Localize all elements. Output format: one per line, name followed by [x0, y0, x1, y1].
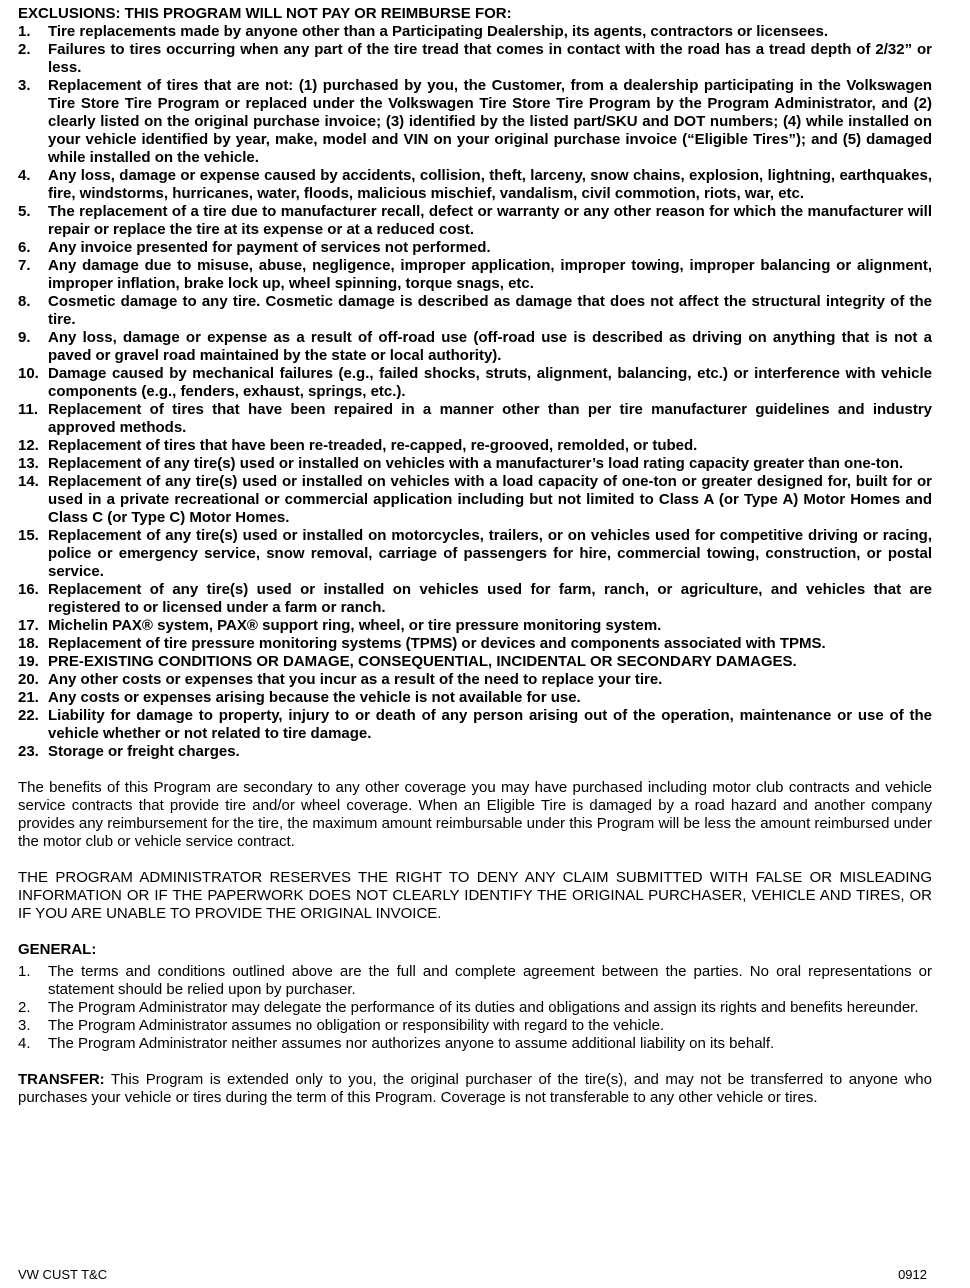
- exclusion-item-text: Tire replacements made by anyone other than a Participating Dealership, its agents, contractors or licensees.: [48, 23, 828, 40]
- exclusions-list: [18, 23, 932, 761]
- spacer: [18, 1053, 932, 1071]
- exclusion-item-text: Replacement of any tire(s) used or installed on vehicles with a manufacturer’s load rating capacity greater than one-ton.: [48, 455, 904, 472]
- exclusion-item-number: 11.: [18, 401, 39, 418]
- exclusion-item: [18, 167, 932, 203]
- exclusion-item-text: Any invoice presented for payment of services not performed.: [48, 239, 491, 256]
- exclusion-item: [18, 437, 932, 455]
- benefits-paragraph: The benefits of this Program are secondary to any other coverage you may have purchased including motor club contracts and vehicle service contracts that provide tire and/or wheel coverage. When an Eligible Tire is damaged by a road hazard and another company provides any reimbursement for the tire, the maximum amount reimbursable under this Program will be less the amount reimbursed under the motor club or vehicle service contract.: [18, 779, 932, 850]
- exclusion-item-text: Any loss, damage or expense caused by accidents, collision, theft, larceny, snow chains, explosion, lightning, earthquakes, fire, windstorms, hurricanes, water, floods, malicious mischief, vandalism, civil commotion, riots, war, etc.: [48, 167, 932, 202]
- exclusion-item-number: 3.: [18, 77, 31, 94]
- exclusion-item: [18, 23, 932, 41]
- exclusion-item-number: 7.: [18, 257, 31, 274]
- exclusion-item-text: Any damage due to misuse, abuse, negligence, improper application, improper towing, improper balancing or alignment, improper inflation, brake lock up, wheel spinning, torque snags, etc.: [48, 257, 932, 292]
- general-item-number: 1.: [18, 963, 31, 980]
- exclusion-item: [18, 77, 932, 167]
- general-item: [18, 1035, 932, 1053]
- general-item-text: The terms and conditions outlined above are the full and complete agreement between the parties. No oral representations or statement should be relied upon by purchaser.: [48, 963, 932, 998]
- exclusion-item-text: Replacement of any tire(s) used or installed on motorcycles, trailers, or on vehicles used for competitive driving or racing, police or emergency service, snow removal, carriage of passengers for hire, commercial towing, construction, or postal service.: [48, 527, 932, 580]
- exclusion-item-number: 13.: [18, 455, 39, 472]
- exclusion-item: [18, 527, 932, 581]
- transfer-paragraph: [18, 1071, 932, 1107]
- exclusion-item-number: 19.: [18, 653, 39, 670]
- exclusion-item-number: 17.: [18, 617, 39, 634]
- exclusion-item: [18, 41, 932, 77]
- general-item: [18, 1017, 932, 1035]
- exclusion-item-number: 4.: [18, 167, 31, 184]
- exclusion-item: [18, 239, 932, 257]
- exclusion-item-number: 2.: [18, 41, 31, 58]
- exclusion-item: [18, 671, 932, 689]
- document-page: [18, 5, 932, 1107]
- general-item-number: 4.: [18, 1035, 31, 1052]
- exclusion-item: [18, 635, 932, 653]
- general-heading: GENERAL:: [18, 941, 97, 958]
- exclusion-item-text: Replacement of tire pressure monitoring systems (TPMS) or devices and components associated with TPMS.: [48, 635, 826, 652]
- exclusion-item: [18, 401, 932, 437]
- exclusion-item-text: Replacement of tires that have been repaired in a manner other than per tire manufacturer guidelines and industry approved methods.: [48, 401, 932, 436]
- exclusions-heading: EXCLUSIONS: THIS PROGRAM WILL NOT PAY OR REIMBURSE FOR:: [18, 5, 512, 22]
- exclusion-item: [18, 743, 932, 761]
- exclusion-item: [18, 473, 932, 527]
- general-item-number: 2.: [18, 999, 31, 1016]
- exclusion-item: [18, 293, 932, 329]
- transfer-label: TRANSFER:: [18, 1071, 105, 1088]
- exclusion-item-number: 8.: [18, 293, 31, 310]
- exclusion-item-number: 14.: [18, 473, 39, 490]
- exclusion-item: [18, 581, 932, 617]
- footer-revision: 0912: [898, 1267, 927, 1282]
- spacer: [18, 761, 932, 779]
- exclusion-item-number: 21.: [18, 689, 39, 706]
- exclusion-item-text: Any costs or expenses arising because the vehicle is not available for use.: [48, 689, 581, 706]
- general-item-text: The Program Administrator assumes no obligation or responsibility with regard to the vehicle.: [48, 1017, 665, 1034]
- exclusion-item-text: Any other costs or expenses that you incur as a result of the need to replace your tire.: [48, 671, 663, 688]
- spacer: [18, 923, 932, 941]
- exclusion-item-number: 15.: [18, 527, 39, 544]
- exclusion-item-text: Damage caused by mechanical failures (e.g., failed shocks, struts, alignment, balancing, etc.) or interference with vehicle components (e.g., fenders, exhaust, springs, etc.).: [48, 365, 932, 400]
- exclusion-item-number: 10.: [18, 365, 39, 382]
- exclusion-item-text: Replacement of tires that have been re-treaded, re-capped, re-grooved, remolded, or tubed.: [48, 437, 698, 454]
- spacer: [18, 851, 932, 869]
- exclusion-item: [18, 689, 932, 707]
- footer-form-code: VW CUST T&C: [18, 1267, 108, 1282]
- general-item: [18, 999, 932, 1017]
- exclusion-item-number: 12.: [18, 437, 39, 454]
- exclusion-item: [18, 617, 932, 635]
- exclusion-item: [18, 455, 932, 473]
- exclusion-item: [18, 329, 932, 365]
- exclusion-item-number: 6.: [18, 239, 31, 256]
- exclusion-item-text: Cosmetic damage to any tire. Cosmetic damage is described as damage that does not affect the structural integrity of the tire.: [48, 293, 932, 328]
- exclusion-item-text: Michelin PAX® system, PAX® support ring, wheel, or tire pressure monitoring system.: [48, 617, 662, 634]
- exclusion-item-number: 23.: [18, 743, 39, 760]
- general-item-number: 3.: [18, 1017, 31, 1034]
- exclusion-item: [18, 365, 932, 401]
- exclusion-item-text: Replacement of any tire(s) used or installed on vehicles with a load capacity of one-ton or greater designed for, built for or used in a private recreational or commercial application including but not limited to Class A (or Type A) Motor Homes and Class C (or Type C) Motor Homes.: [48, 473, 932, 526]
- exclusion-item-text: The replacement of a tire due to manufacturer recall, defect or warranty or any other reason for which the manufacturer will repair or replace the tire at its expense or at a reduced cost.: [48, 203, 932, 238]
- exclusion-item-text: PRE-EXISTING CONDITIONS OR DAMAGE, CONSEQUENTIAL, INCIDENTAL OR SECONDARY DAMAGES.: [48, 653, 797, 670]
- general-item-text: The Program Administrator may delegate the performance of its duties and obligations and assign its rights and benefits hereunder.: [48, 999, 919, 1016]
- exclusion-item-number: 16.: [18, 581, 39, 598]
- exclusion-item: [18, 653, 932, 671]
- exclusion-item: [18, 203, 932, 239]
- exclusion-item-text: Any loss, damage or expense as a result of off-road use (off-road use is described as driving on anything that is not a paved or gravel road maintained by the state or local authority).: [48, 329, 932, 364]
- general-item-text: The Program Administrator neither assumes nor authorizes anyone to assume additional liability on its behalf.: [48, 1035, 775, 1052]
- exclusion-item-number: 9.: [18, 329, 31, 346]
- exclusion-item-number: 22.: [18, 707, 39, 724]
- exclusion-item-number: 18.: [18, 635, 39, 652]
- exclusion-item-text: Failures to tires occurring when any part of the tire tread that comes in contact with the road has a tread depth of 2/32” or less.: [48, 41, 932, 76]
- exclusion-item: [18, 257, 932, 293]
- general-list: [18, 963, 932, 1053]
- exclusion-item-number: 1.: [18, 23, 31, 40]
- exclusion-item-text: Liability for damage to property, injury to or death of any person arising out of the operation, maintenance or use of the vehicle whether or not related to tire damage.: [48, 707, 932, 742]
- exclusion-item-text: Storage or freight charges.: [48, 743, 240, 760]
- exclusion-item-text: Replacement of any tire(s) used or installed on vehicles used for farm, ranch, or agriculture, and vehicles that are registered to or licensed under a farm or ranch.: [48, 581, 932, 616]
- exclusion-item-text: Replacement of tires that are not: (1) purchased by you, the Customer, from a dealership participating in the Volkswagen Tire Store Tire Program or replaced under the Volkswagen Tire Store Tire Program by the Program Administrator, and (2) clearly listed on the original purchase invoice; (3) identified by the listed part/SKU and DOT numbers; (4) while installed on your vehicle identified by year, make, model and VIN on your original purchase invoice (“Eligible Tires”); and (5) damaged while installed on the vehicle.: [48, 77, 932, 166]
- exclusion-item: [18, 707, 932, 743]
- transfer-text: This Program is extended only to you, the original purchaser of the tire(s), and may not be transferred to anyone who purchases your vehicle or tires during the term of this Program. Coverage is not transferable to any other vehicle or tires.: [18, 1071, 932, 1106]
- exclusion-item-number: 20.: [18, 671, 39, 688]
- administrator-paragraph: THE PROGRAM ADMINISTRATOR RESERVES THE RIGHT TO DENY ANY CLAIM SUBMITTED WITH FALSE OR MISLEADING INFORMATION OR IF THE PAPERWORK DOES NOT CLEARLY IDENTIFY THE ORIGINAL PURCHASER, VEHICLE AND TIRES, OR IF YOU ARE UNABLE TO PROVIDE THE ORIGINAL INVOICE.: [18, 869, 932, 922]
- exclusion-item-number: 5.: [18, 203, 31, 220]
- general-item: [18, 963, 932, 999]
